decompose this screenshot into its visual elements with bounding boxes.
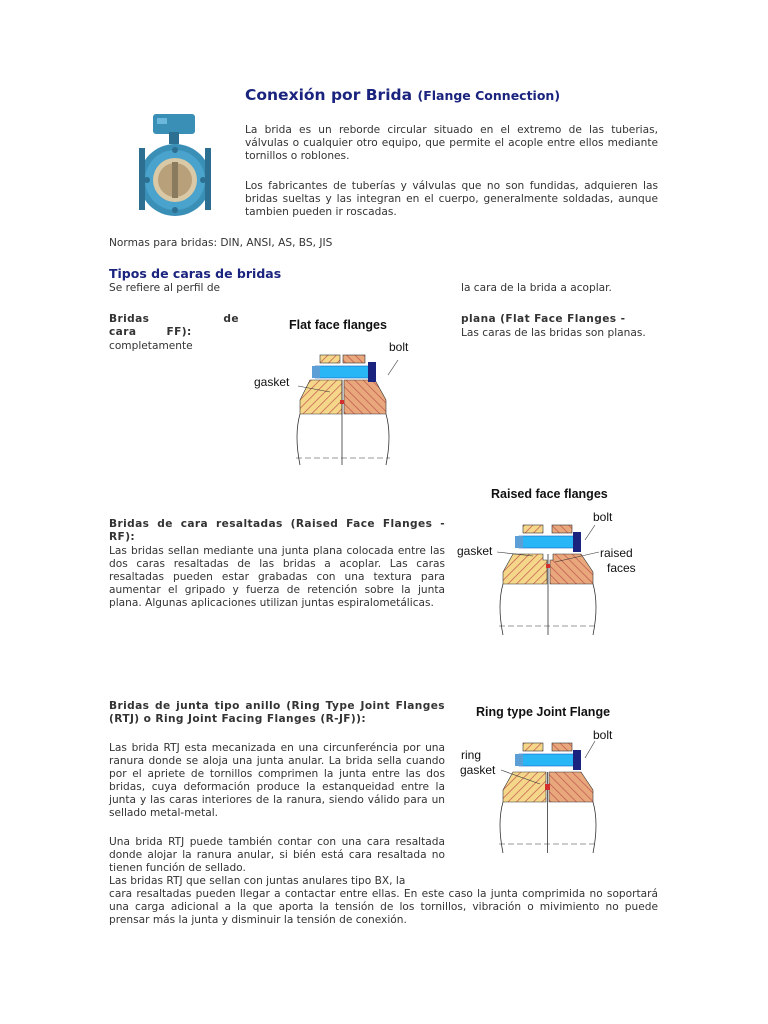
ff-gasket-label: gasket <box>254 375 290 389</box>
section-heading: Tipos de caras de bridas <box>109 266 282 281</box>
norms-text: Normas para bridas: DIN, ANSI, AS, BS, JIS <box>109 237 333 249</box>
page-title: Conexión por Brida (Flange Connection) <box>245 86 561 104</box>
types-intro-right: la cara de la brida a acoplar. <box>461 282 612 294</box>
rtj-body-3b: cara resaltadas pueden llegar a contactar entre ellas. En este caso la junta comprimida no soportará una carga adicional a la que aporta la tensión de los tornillos, vibración o mivimiento no puede prensar más la junta y disminuir la tensión de conexión. <box>109 888 658 926</box>
rtj-figure-title: Ring type Joint Flange <box>476 705 611 719</box>
ring-joint-flange-diagram <box>495 738 605 858</box>
rf-body: Las bridas sellan mediante una junta plana colocada entre las dos caras resaltadas de las bridas a acoplar. Las caras resaltadas pueden estar grabadas con una textura para aumentar el gripado y fuerza de retención sobre la junta plana. Algunas aplicaciones utilizan juntas espiralometálicas. <box>109 545 445 609</box>
types-intro-left: Se refiere al perfil de <box>109 282 221 294</box>
rf-gasket-label: gasket <box>457 544 493 558</box>
intro-paragraph-1: La brida es un reborde circular situado en el extremo de las tuberias, válvulas o cualquier otro equipo, que permite el acople entre ellos mediante tornillos o roblones. <box>245 124 658 162</box>
rf-figure-title: Raised face flanges <box>491 487 608 501</box>
ff-body-left: completamente <box>109 340 193 352</box>
rtj-body-2: Una brida RTJ puede también contar con una cara resaltada donde alojar la ranura anular, si bién está cara resaltada no tienen función de sellado. <box>109 836 445 874</box>
raised-face-flange-diagram <box>495 520 605 640</box>
intro-paragraph-2: Los fabricantes de tuberías y válvulas que no son fundidas, adquieren las bridas sueltas y las integran en el cuerpo, generalmente soldadas, aunque tambien pueden ir roscadas. <box>245 180 658 218</box>
rf-faces-label: faces <box>607 561 636 575</box>
rf-raised-label: raised <box>600 546 633 560</box>
ff-title-right: plana (Flat Face Flanges - <box>461 313 626 325</box>
rtj-body-1: Las brida RTJ esta mecanizada en una circunferéncia por una ranura donde se aloja una junta anular. La brida sella cuando por el apriete de tornillos comprimen la junta entre las dos bridas, cuya deformación produce la estanqueidad entre la junta y las caras interiores de la ranura, siendo válido para un sellado metal-metal. <box>109 742 445 819</box>
page-subtitle: (Flange Connection) <box>417 88 561 103</box>
rf-bolt-label: bolt <box>593 510 613 524</box>
valve-image <box>135 112 215 222</box>
rtj-body-3a: Las bridas RTJ que sellan con juntas anulares tipo BX, la <box>109 875 406 887</box>
ff-title: Bridas de cara FF): <box>109 313 239 338</box>
rf-title: Bridas de cara resaltadas (Raised Face Flanges - RF): <box>109 518 445 543</box>
ff-body-right: Las caras de las bridas son planas. <box>461 327 646 339</box>
ff-bolt-label: bolt <box>389 340 409 354</box>
rtj-bolt-label: bolt <box>593 728 613 742</box>
flat-face-flange-diagram <box>290 350 400 470</box>
rtj-ring-label: ring <box>461 748 482 762</box>
ff-figure-title: Flat face flanges <box>289 318 387 332</box>
rtj-gasket-label: gasket <box>460 763 496 777</box>
rtj-title: Bridas de junta tipo anillo (Ring Type Joint Flanges (RTJ) o Ring Joint Facing Flanges (R-JF)): <box>109 700 445 725</box>
